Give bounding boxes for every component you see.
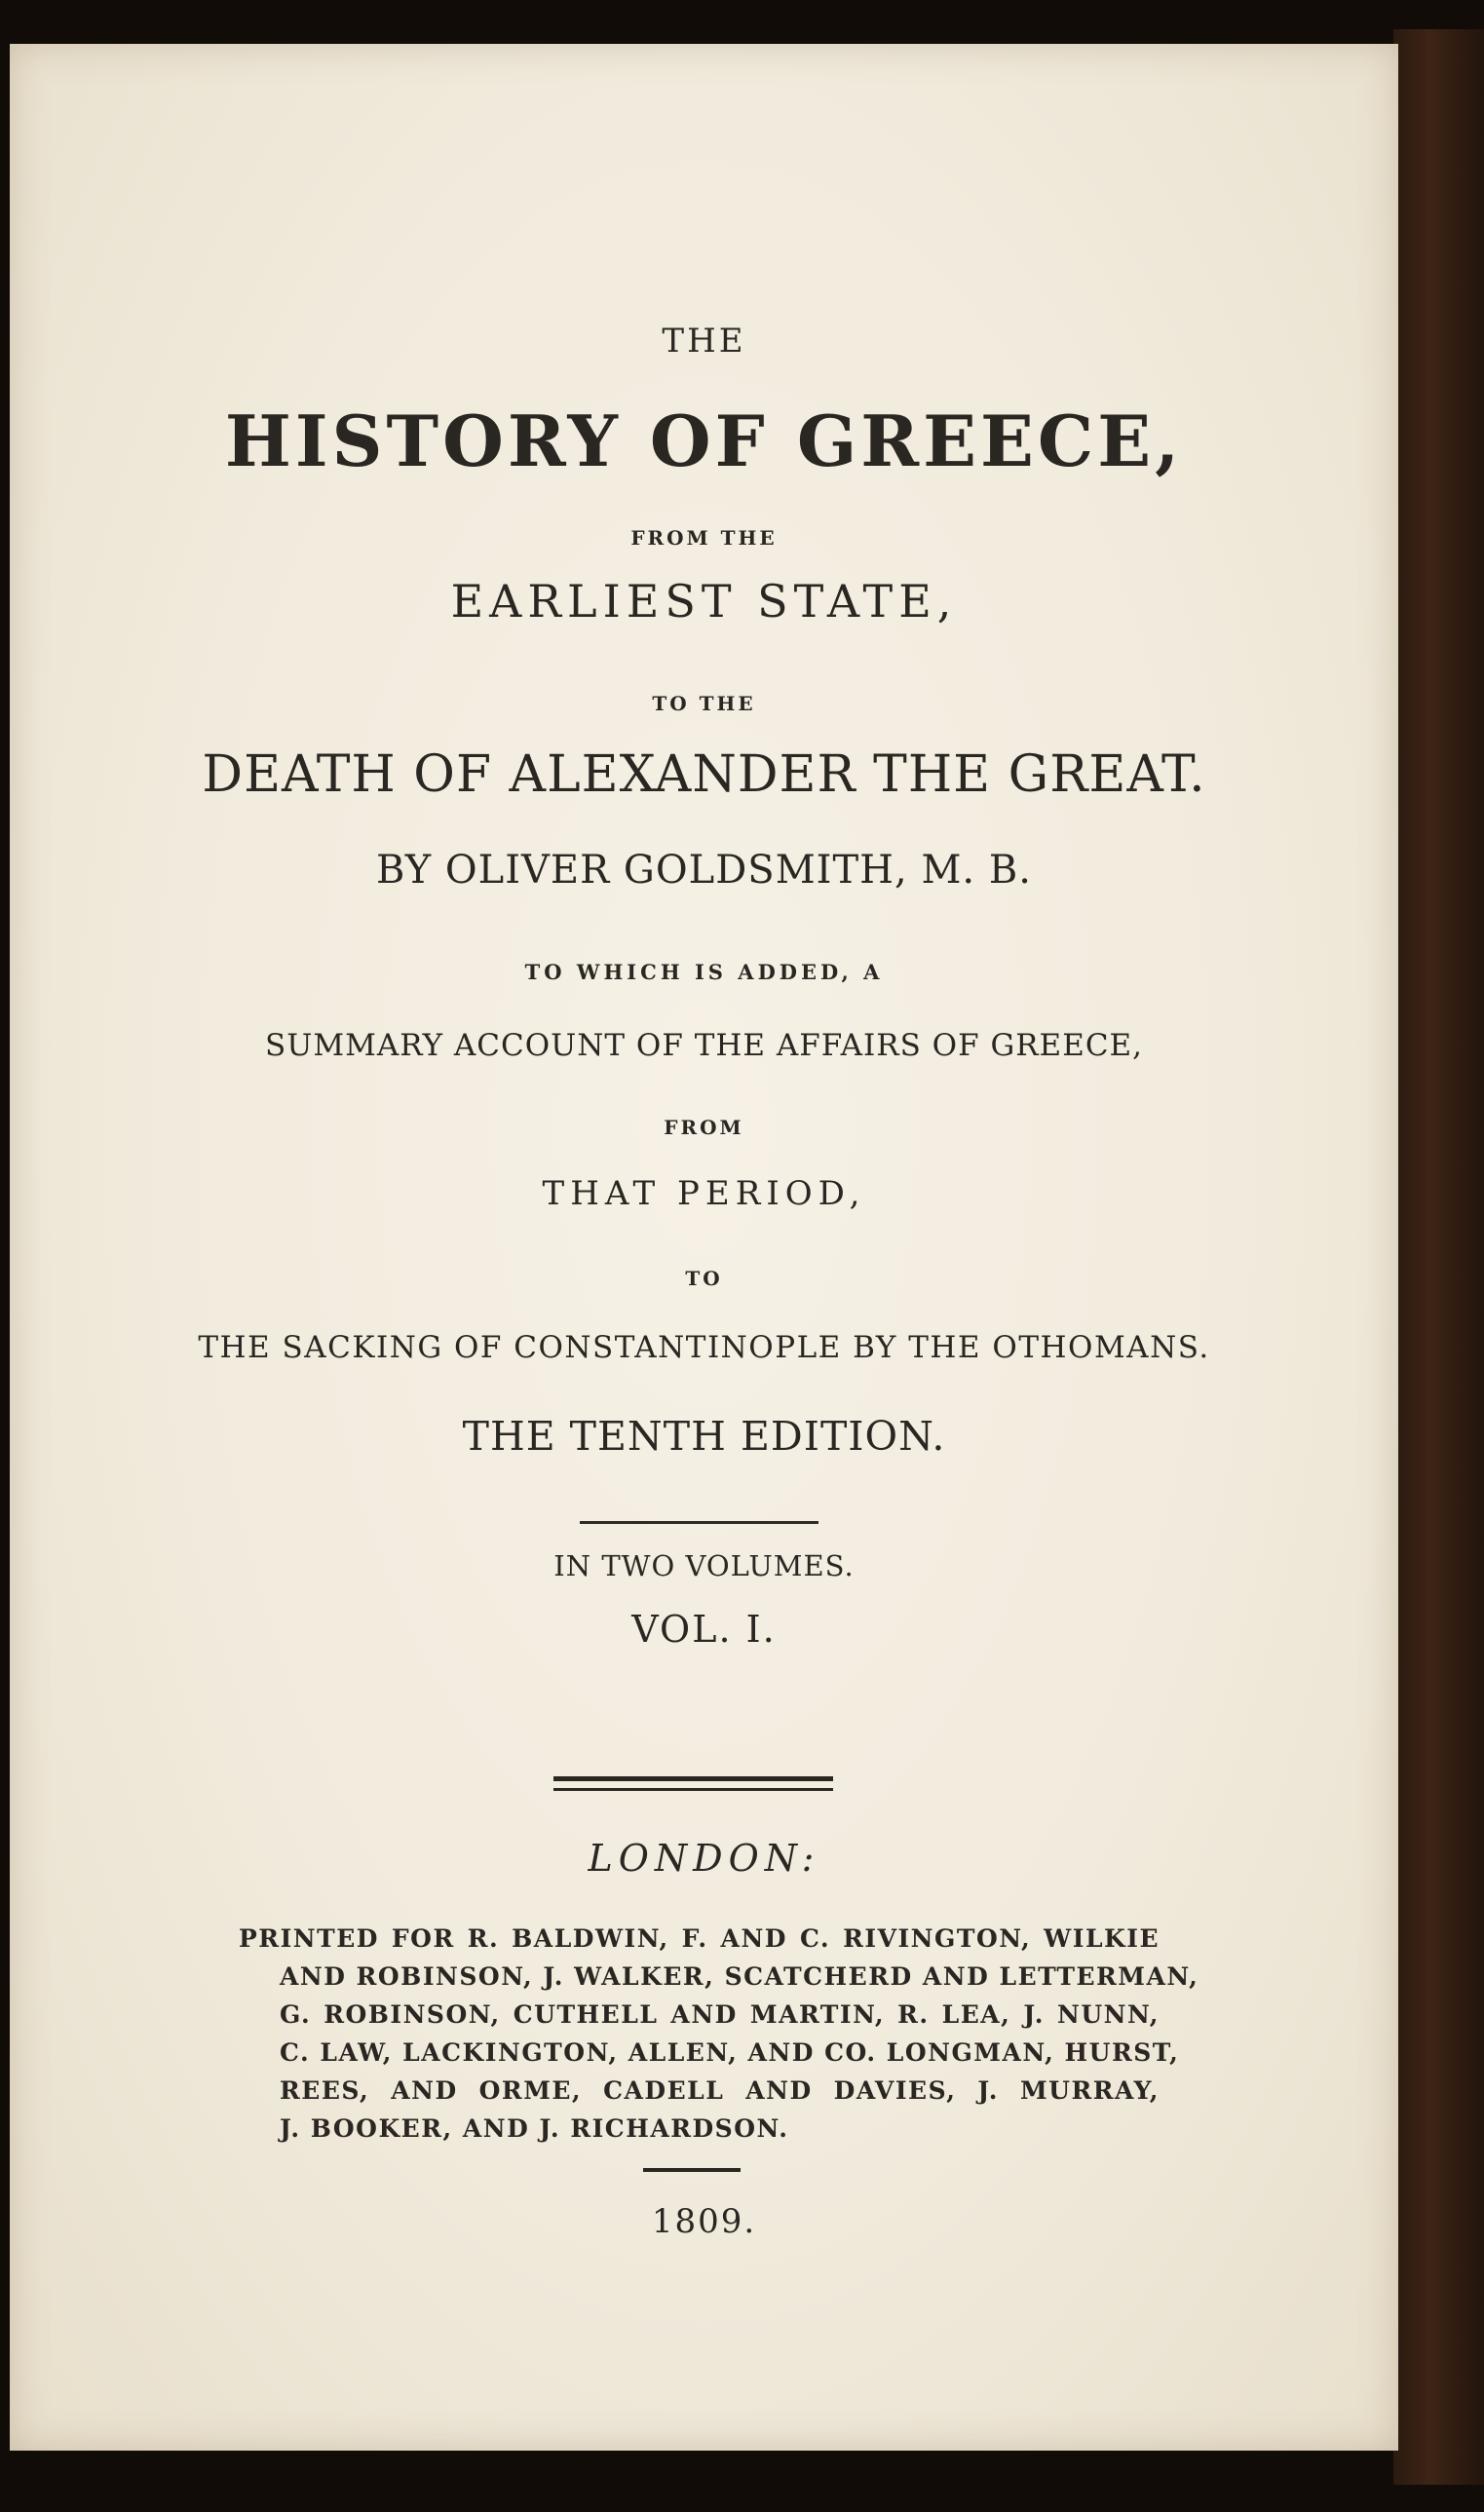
volume-number: VOL. I. — [631, 1608, 777, 1651]
from-the-text: FROM THE — [630, 526, 778, 550]
that-period-text: THAT PERIOD, — [542, 1174, 866, 1213]
from-text: FROM — [664, 1116, 744, 1139]
printer-line: REES, AND ORME, CADELL AND DAVIES, J. MURRAY, — [280, 2076, 1160, 2105]
title-page — [10, 44, 1398, 2451]
book-title: HISTORY OF GREECE, — [224, 400, 1184, 482]
death-of-alexander-text: DEATH OF ALEXANDER THE GREAT. — [202, 745, 1206, 804]
author-line: BY OLIVER GOLDSMITH, M. B. — [376, 848, 1032, 893]
sacking-text: THE SACKING OF CONSTANTINOPLE BY THE OTHOMANS. — [198, 1330, 1210, 1365]
to-text: TO — [685, 1267, 723, 1290]
title-article: THE — [662, 322, 746, 361]
publication-year: 1809. — [651, 2202, 757, 2241]
book-cover-edge — [1393, 29, 1484, 2485]
printer-line: C. LAW, LACKINGTON, ALLEN, AND CO. LONGMAN, HURST, — [280, 2038, 1180, 2067]
earliest-state-text: EARLIEST STATE, — [450, 575, 958, 628]
imprint-place: LONDON: — [588, 1837, 820, 1880]
thin-rule-divider — [580, 1521, 818, 1524]
double-rule-divider — [553, 1788, 833, 1802]
printer-line: J. BOOKER, AND J. RICHARDSON. — [280, 2114, 789, 2143]
printer-line: PRINTED FOR R. BALDWIN, F. AND C. RIVINGTON, WILKIE — [239, 1924, 1160, 1953]
edition-text: THE TENTH EDITION. — [462, 1413, 946, 1460]
short-rule-divider — [643, 2168, 741, 2172]
printer-line: G. ROBINSON, CUTHELL AND MARTIN, R. LEA, J. NUNN, — [280, 2000, 1160, 2029]
summary-account-text: SUMMARY ACCOUNT OF THE AFFAIRS OF GREECE, — [264, 1028, 1144, 1063]
to-which-added-text: TO WHICH IS ADDED, A — [524, 960, 884, 984]
to-the-text: TO THE — [652, 692, 756, 715]
volumes-text: IN TWO VOLUMES. — [553, 1549, 855, 1582]
printers-imprint — [239, 1920, 1199, 2148]
printer-line: AND ROBINSON, J. WALKER, SCATCHERD AND LETTERMAN, — [280, 1962, 1199, 1991]
